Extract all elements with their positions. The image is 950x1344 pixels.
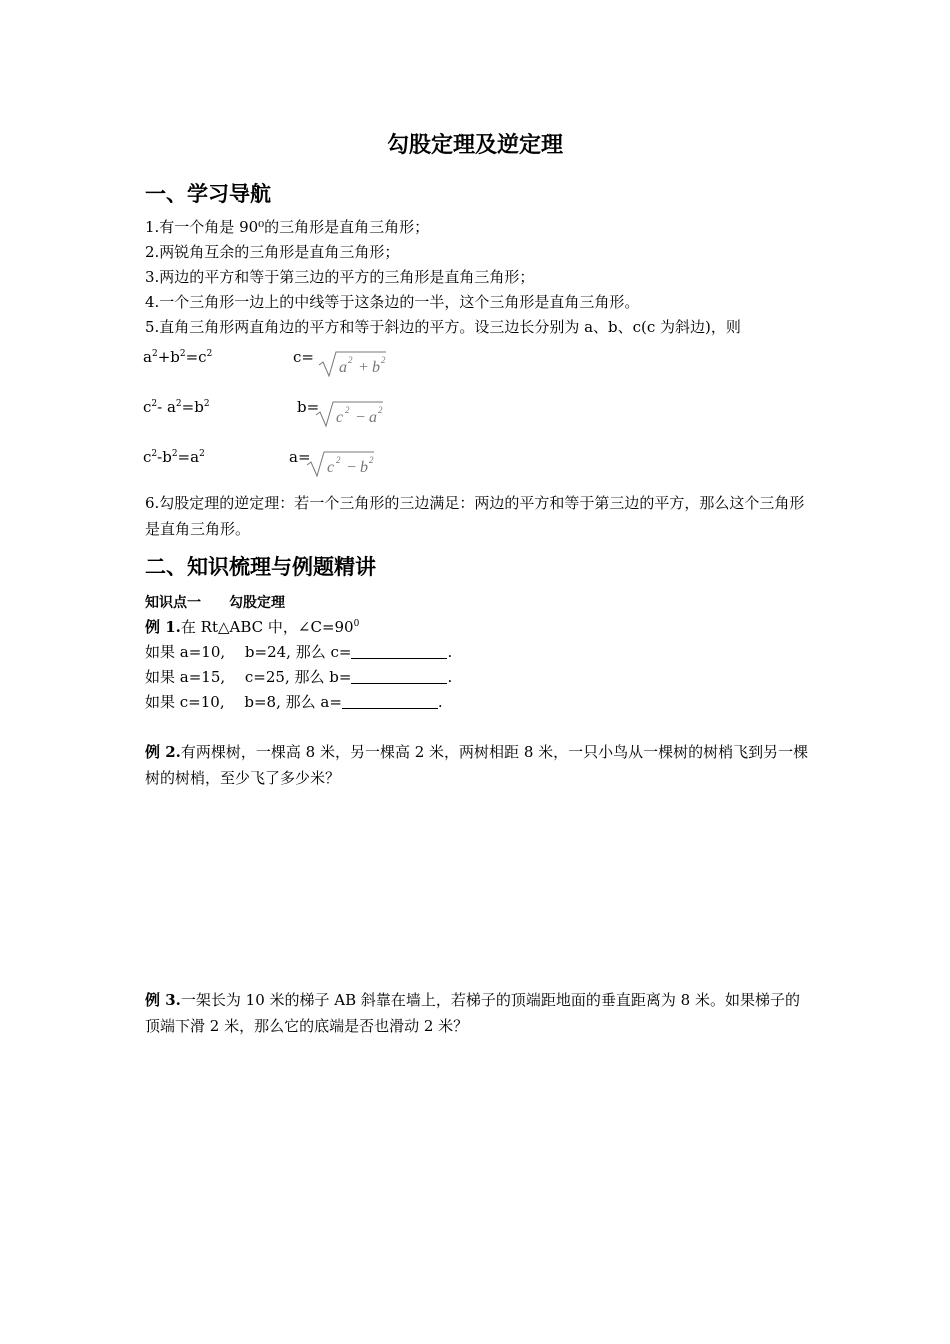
example-3: 例 3.一架长为 10 米的梯子 AB 斜靠在墙上，若梯子的顶端距地面的垂直距离为 8 米。如果梯子的顶端下滑 2 米，那么它的底端是否也滑动 2 米？	[145, 991, 800, 1035]
formula-left-1: $a^2+b^2=c^2$	[143, 348, 213, 366]
svg-text:2: 2	[381, 355, 386, 365]
svg-text:2: 2	[378, 405, 383, 415]
svg-text:a: a	[369, 409, 377, 426]
example-1-line-1: 如果 a=10, b=24, 那么 c= .	[145, 643, 453, 661]
answer-blank-a[interactable]	[342, 693, 438, 709]
formula-left-3: $c^2-b^2=a^2$	[143, 448, 205, 466]
formula-right-label-1: c=	[293, 348, 314, 366]
svg-text:+: +	[358, 359, 369, 376]
example-1-line-2: 如果 a=15, c=25, 那么 b= .	[145, 668, 453, 686]
example-2: 例 2.有两棵树，一棵高 8 米，另一棵高 2 米，两树相距 8 米，一只小鸟从一棵树的树梢飞到另一棵树的树梢，至少飞了多少米？	[145, 743, 809, 787]
svg-text:−: −	[355, 409, 366, 426]
list-item: 5.直角三角形两直角边的平方和等于斜边的平方。设三边长分别为 a、b、c(c 为斜边)，则	[145, 318, 741, 336]
list-item: 1.有一个角是 90⁰的三角形是直角三角形；	[145, 218, 430, 236]
answer-blank-b[interactable]	[351, 668, 447, 684]
example-1-title: 例 1.在 Rt△ABC 中，$\angle C=90^0$	[145, 618, 360, 636]
formula-right-label-2: b=	[297, 398, 320, 416]
formula-right-label-3: a=	[289, 448, 311, 466]
svg-text:2: 2	[348, 355, 353, 365]
svg-text:2: 2	[369, 455, 374, 465]
section1-heading: 一、学习导航	[145, 182, 271, 206]
section2-heading: 二、知识梳理与例题精讲	[145, 555, 376, 579]
answer-blank-c[interactable]	[351, 643, 447, 659]
list-item: 4.一个三角形一边上的中线等于这条边的一半，这个三角形是直角三角形。	[145, 293, 640, 311]
svg-text:b: b	[372, 359, 380, 376]
svg-text:b: b	[360, 459, 368, 476]
list-item: 3.两边的平方和等于第三边的平方的三角形是直角三角形；	[145, 268, 535, 286]
list-item: 2.两锐角互余的三角形是直角三角形；	[145, 243, 400, 261]
svg-text:2: 2	[336, 455, 341, 465]
example-1-line-3: 如果 c=10, b=8, 那么 a= .	[145, 693, 443, 711]
item-6: 6.勾股定理的逆定理：若一个三角形的三边满足：两边的平方和等于第三边的平方，那么这个三角形是直角三角形。	[145, 494, 805, 538]
page-title: 勾股定理及逆定理	[386, 133, 563, 158]
svg-text:c: c	[336, 409, 344, 426]
sqrt-formula-3	[306, 448, 378, 478]
svg-text:c: c	[327, 459, 335, 476]
formula-left-2: $c^2-$ $a^2=b^2$	[143, 398, 210, 416]
knowledge-point-1: 知识点一 勾股定理	[145, 595, 285, 611]
sqrt-formula-2	[315, 398, 387, 428]
svg-text:2: 2	[345, 405, 350, 415]
sqrt-formula-1	[318, 348, 390, 378]
svg-text:a: a	[339, 359, 347, 376]
svg-text:−: −	[346, 459, 357, 476]
